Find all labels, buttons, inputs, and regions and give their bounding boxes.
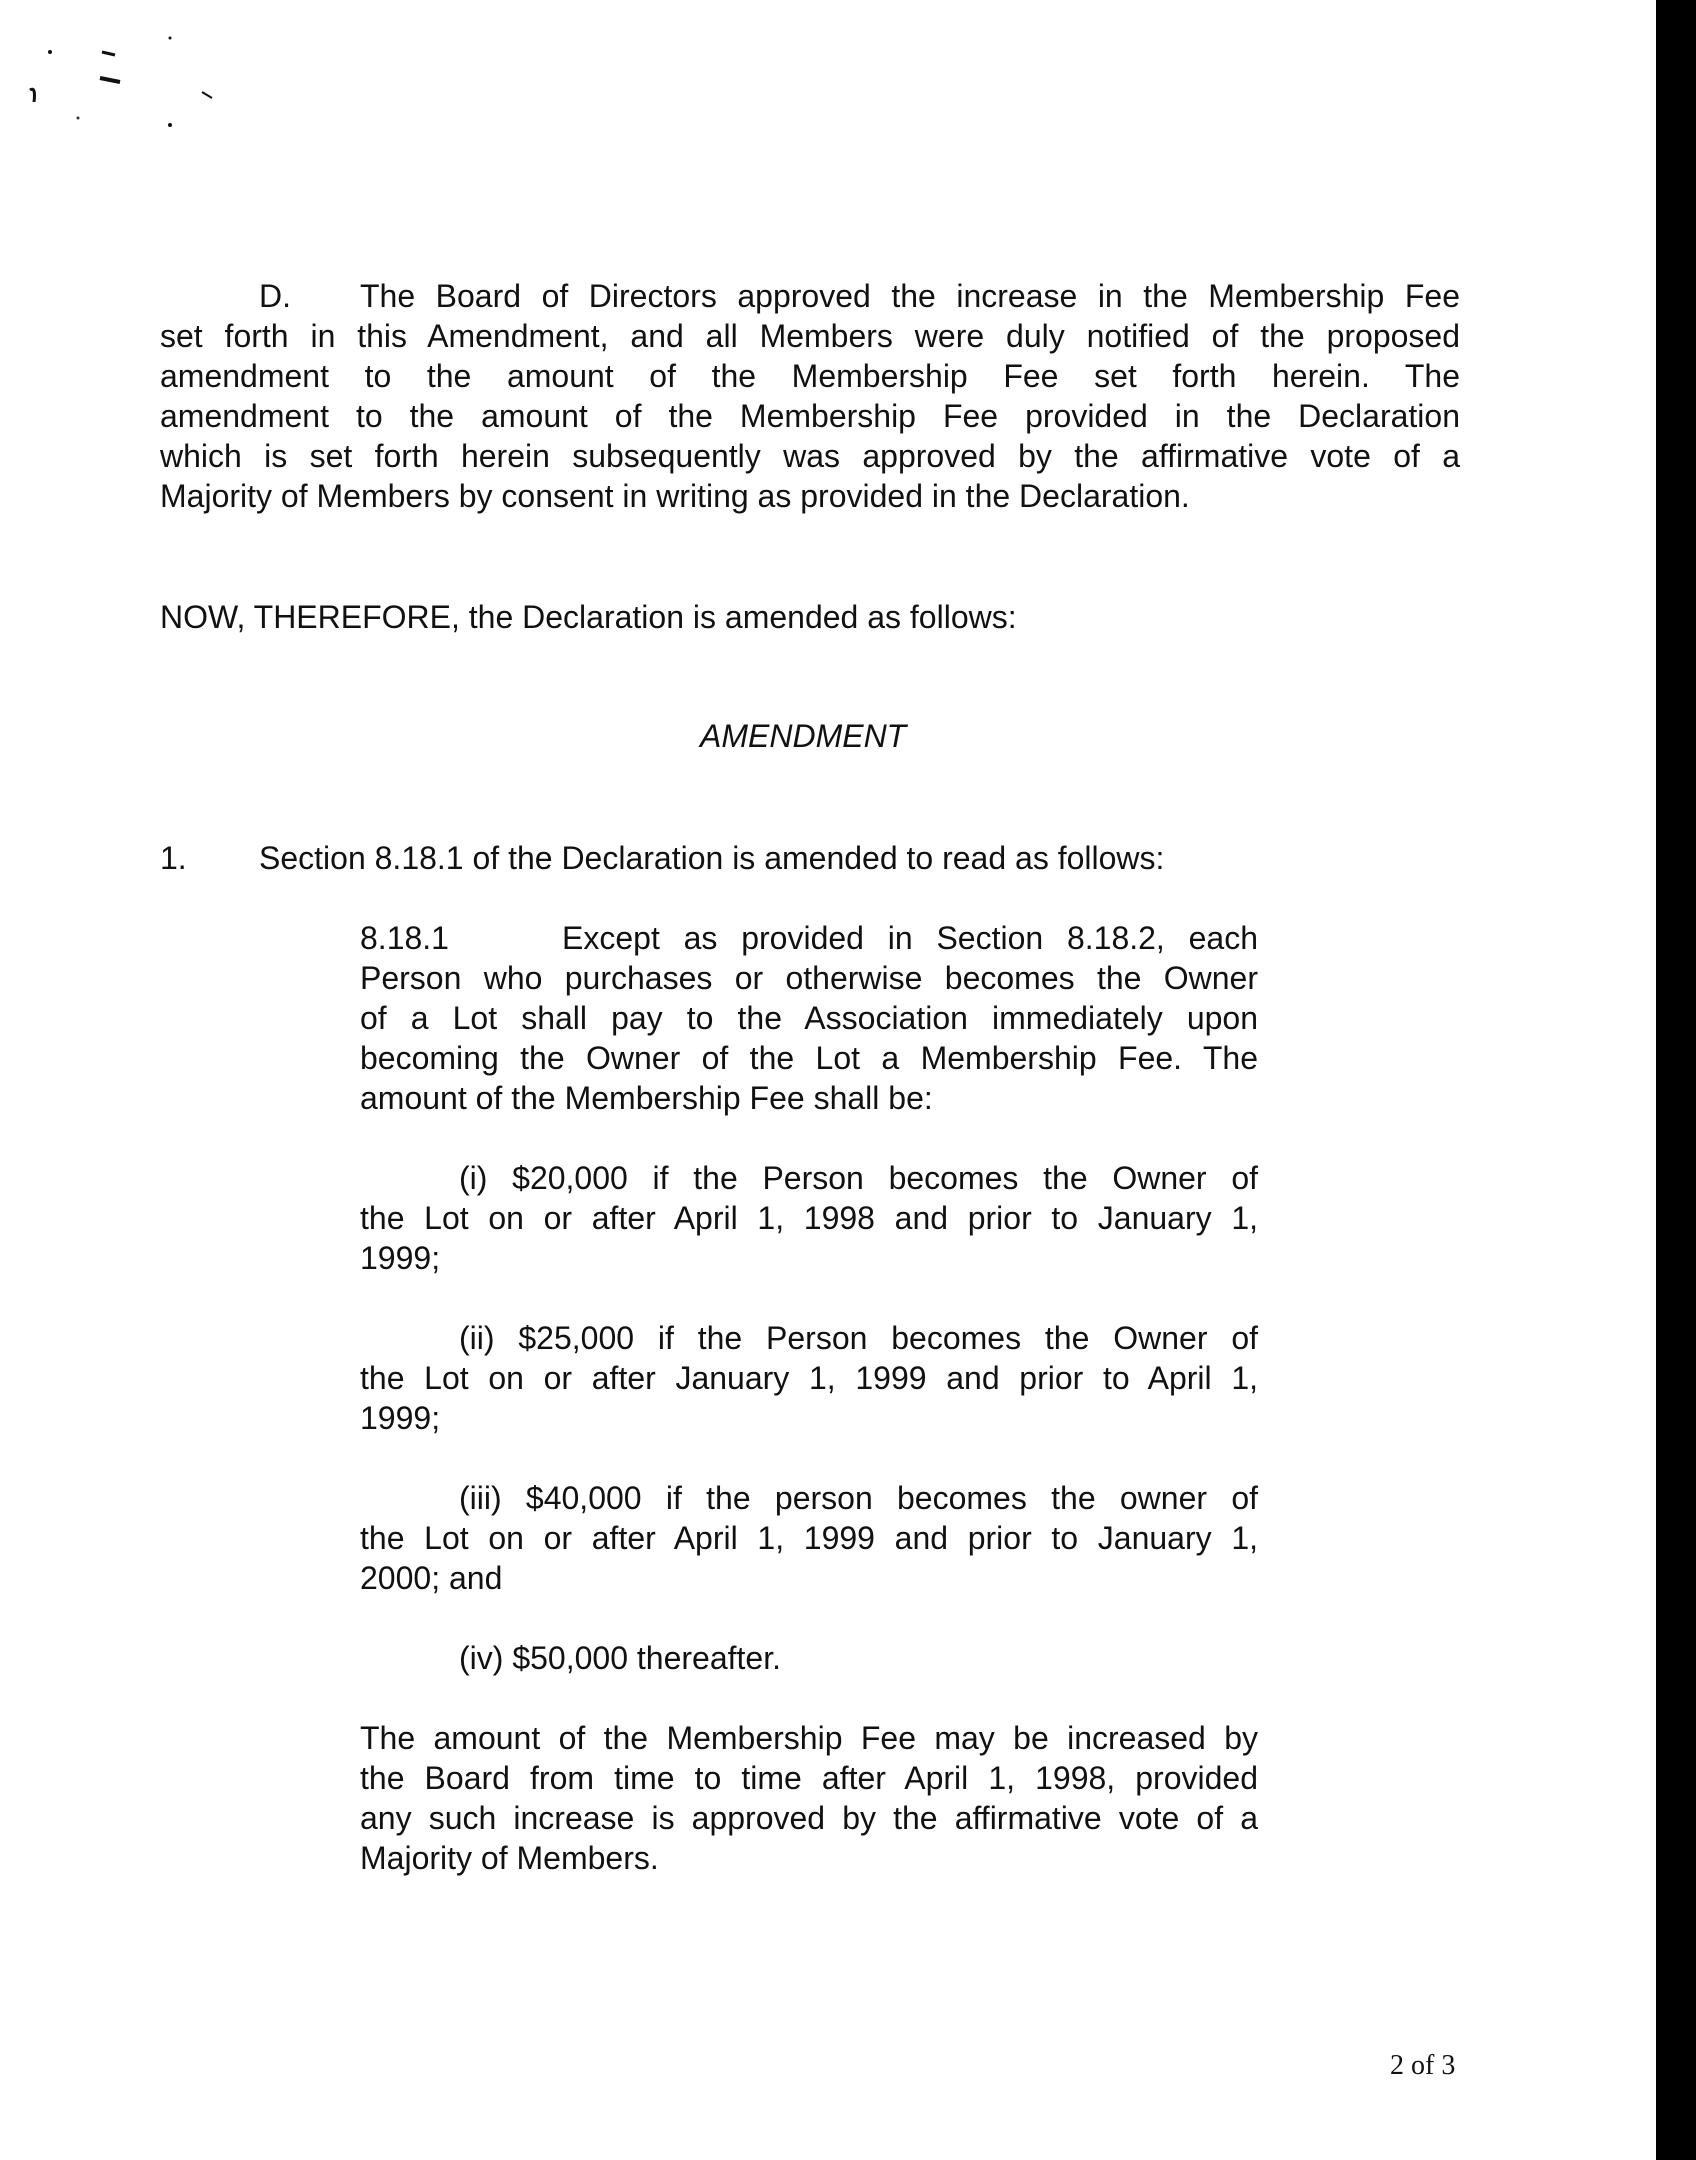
- recital-line: The Board of Directors approved the increase in the Membership Fee: [360, 278, 1460, 314]
- section-first-line: Except as provided in Section 8.18.2, each: [562, 920, 1258, 956]
- fee-item-line: 2000; and: [360, 1560, 503, 1596]
- fee-item-line: (iv) $50,000 thereafter.: [459, 1640, 781, 1676]
- recital-marker: D.: [259, 278, 291, 314]
- closing-line: any such increase is approved by the affirmative vote of a: [360, 1800, 1258, 1836]
- recital-line: amendment to the amount of the Membership Fee provided in the Declaration: [160, 398, 1460, 434]
- page-number: 2 of 3: [1390, 2050, 1456, 2081]
- section-line: becoming the Owner of the Lot a Membership Fee. The: [360, 1040, 1258, 1076]
- closing-line: The amount of the Membership Fee may be increased by: [360, 1720, 1258, 1756]
- section-line: amount of the Membership Fee shall be:: [360, 1080, 933, 1116]
- section-number: 8.18.1: [360, 920, 449, 956]
- section-line: Person who purchases or otherwise becomes the Owner: [360, 960, 1258, 996]
- fee-item-line: 1999;: [360, 1400, 441, 1436]
- section-line: of a Lot shall pay to the Association immediately upon: [360, 1000, 1258, 1036]
- recital-line: which is set forth herein subsequently was approved by the affirmative vote of a: [160, 438, 1460, 474]
- fee-item-line: the Lot on or after April 1, 1999 and prior to January 1,: [360, 1520, 1258, 1556]
- scan-edge-bar: [1656, 0, 1696, 2160]
- item-number: 1.: [160, 840, 187, 876]
- fee-item-line: the Lot on or after April 1, 1998 and prior to January 1,: [360, 1200, 1258, 1236]
- recital-line: Majority of Members by consent in writing as provided in the Declaration.: [160, 478, 1190, 514]
- now-therefore-clause: NOW, THEREFORE, the Declaration is amended as follows:: [160, 599, 1017, 635]
- closing-line: the Board from time to time after April 1, 1998, provided: [360, 1760, 1258, 1796]
- recital-line: amendment to the amount of the Membership Fee set forth herein. The: [160, 358, 1460, 394]
- fee-item-line: 1999;: [360, 1240, 441, 1276]
- fee-item-line: (ii) $25,000 if the Person becomes the Owner of: [459, 1320, 1258, 1356]
- item-text: Section 8.18.1 of the Declaration is amended to read as follows:: [259, 840, 1165, 876]
- scan-specks: [20, 30, 220, 150]
- fee-item-line: the Lot on or after January 1, 1999 and prior to April 1,: [360, 1360, 1258, 1396]
- fee-item-line: (iii) $40,000 if the person becomes the owner of: [459, 1480, 1258, 1516]
- fee-item-line: (i) $20,000 if the Person becomes the Owner of: [459, 1160, 1258, 1196]
- closing-line: Majority of Members.: [360, 1840, 659, 1876]
- recital-line: set forth in this Amendment, and all Members were duly notified of the proposed: [160, 318, 1460, 354]
- amendment-heading: AMENDMENT: [700, 718, 907, 754]
